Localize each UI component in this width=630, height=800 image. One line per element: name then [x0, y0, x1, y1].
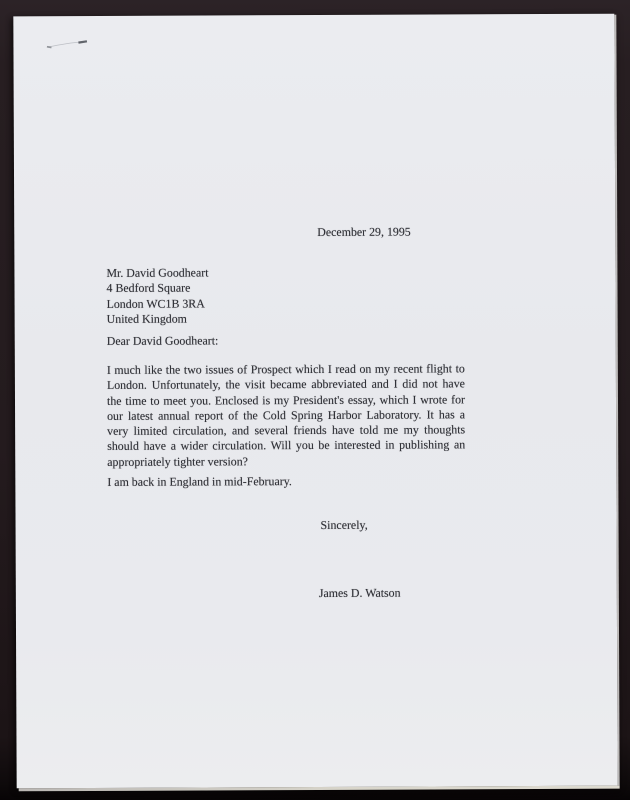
- body-line: London. Unfortunately, the visit became abbreviated and I did not have: [106, 376, 465, 393]
- body-line: our latest annual report of the Cold Spring Harbor Laboratory. It has a: [107, 407, 466, 423]
- recipient-city-line: London WC1B 3RA: [106, 296, 205, 311]
- body-line: should have a wider circulation. Will you be interested in publishing an: [107, 437, 466, 454]
- closing: Sincerely,: [320, 517, 368, 532]
- letter-date: December 29, 1995: [317, 224, 411, 239]
- body-line: appropriately tighter version?: [107, 454, 248, 469]
- letter-paper: [13, 14, 617, 789]
- recipient-street-line: 4 Bedford Square: [106, 280, 191, 296]
- body-line: I much like the two issues of Prospect which I read on my recent flight to: [106, 361, 465, 377]
- pencil-mark: [45, 37, 91, 51]
- body-paragraph-1: [107, 361, 465, 470]
- body-paragraph-2: I am back in England in mid-February.: [107, 474, 292, 489]
- salutation: Dear David Goodheart:: [106, 333, 219, 348]
- recipient-name-line: Mr. David Goodheart: [106, 265, 209, 280]
- body-line: the time to meet you. Enclosed is my President's essay, which I wrote for: [106, 391, 466, 408]
- signature-name: James D. Watson: [318, 585, 401, 600]
- body-line: very limited circulation, and several friends have told me my thoughts: [107, 422, 466, 439]
- recipient-country-line: United Kingdom: [106, 311, 187, 326]
- recipient-address: [106, 265, 208, 327]
